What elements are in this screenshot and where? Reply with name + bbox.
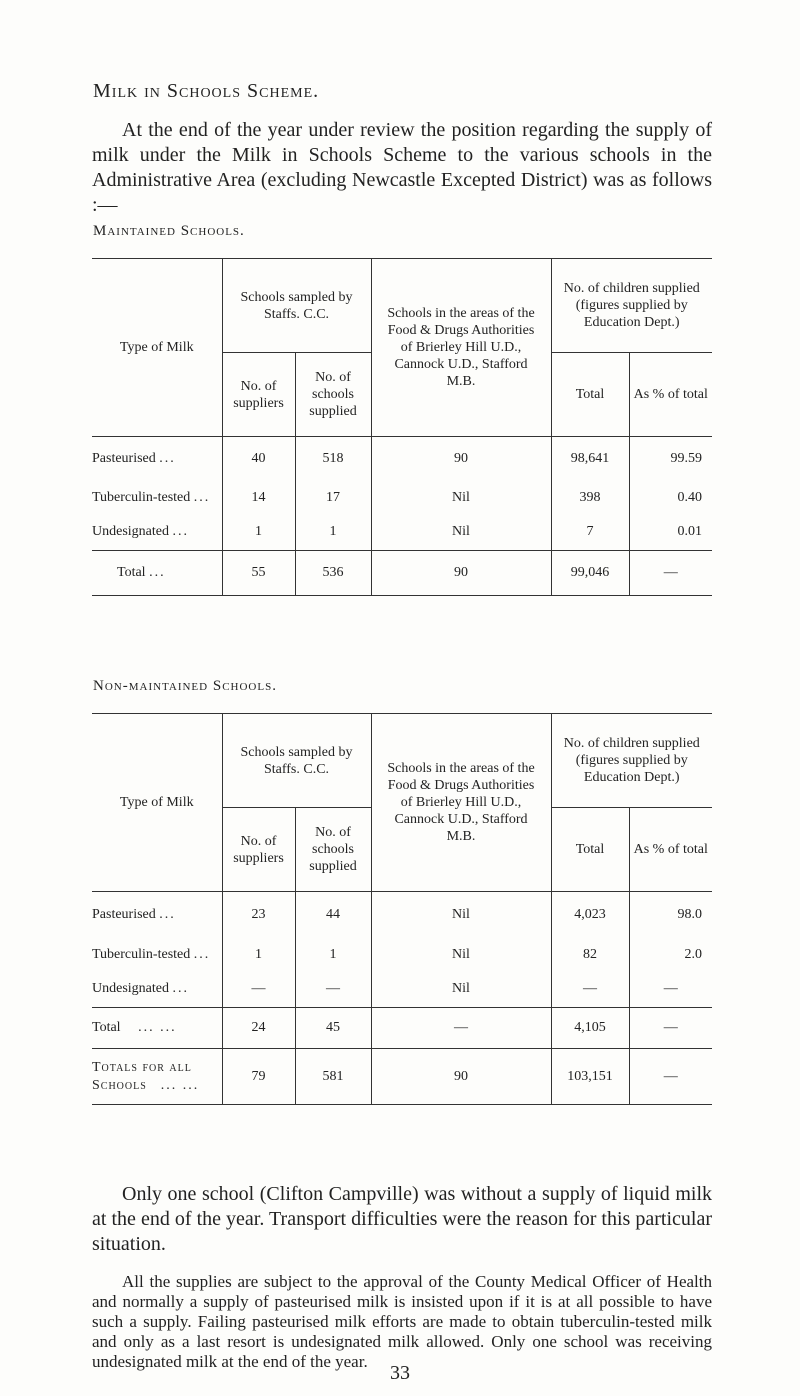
leader-dots: ... [159, 906, 176, 922]
row-suppliers: 79 [222, 1049, 295, 1105]
header-total: Total [551, 353, 629, 437]
header-type-of-milk: Type of Milk [92, 714, 222, 892]
header-schools-sampled: Schools sampled by Staffs. C.C. [222, 714, 371, 808]
row-schools: 1 [295, 515, 371, 551]
header-type-of-milk: Type of Milk [92, 259, 222, 437]
totals-all-schools-row [92, 1049, 712, 1105]
row-type: Tuberculin-tested [92, 946, 191, 962]
page-number: 33 [390, 1362, 410, 1384]
row-authorities: Nil [371, 938, 551, 972]
row-suppliers: 1 [222, 938, 295, 972]
row-percent: — [663, 981, 678, 997]
leader-dots: ... [193, 489, 211, 505]
section-heading: Milk in Schools Scheme. [93, 80, 320, 102]
row-type: Undesignated [92, 981, 169, 997]
maintained-schools-title: Maintained Schools. [93, 223, 245, 239]
row-percent: — [663, 1020, 678, 1035]
header-no-of-suppliers: No. of suppliers [222, 808, 295, 892]
row-suppliers: 40 [222, 437, 295, 481]
table-row [92, 972, 712, 1008]
row-schools: 1 [295, 938, 371, 972]
clifton-paragraph: Only one school (Clifton Campville) was without a supply of liquid milk at the end of the year. Transport difficulties were the reason for this particular situation. [92, 1183, 712, 1255]
row-suppliers: 14 [222, 481, 295, 515]
row-type-line2: Schools [92, 1077, 147, 1093]
total-row [92, 1008, 712, 1049]
row-suppliers: 1 [222, 515, 295, 551]
row-total: 99,046 [551, 551, 629, 596]
row-schools: 518 [295, 437, 371, 481]
row-total: 398 [551, 481, 629, 515]
row-percent: 2.0 [684, 946, 702, 962]
table-row [92, 515, 712, 551]
row-schools: 17 [295, 481, 371, 515]
leader-dots: ... ... [138, 1020, 177, 1035]
row-type: Pasteurised [92, 906, 156, 922]
row-schools: 44 [295, 892, 371, 938]
row-schools: — [295, 972, 371, 1008]
row-authorities: — [371, 1008, 551, 1049]
non-maintained-schools-table [92, 713, 712, 1105]
row-suppliers: — [222, 972, 295, 1008]
header-schools-sampled: Schools sampled by Staffs. C.C. [222, 259, 371, 353]
row-total: — [551, 972, 629, 1008]
leader-dots: ... [159, 450, 176, 466]
row-total: 103,151 [551, 1049, 629, 1105]
row-schools: 45 [295, 1008, 371, 1049]
row-schools: 536 [295, 551, 371, 596]
header-no-of-suppliers: No. of suppliers [222, 353, 295, 437]
row-percent: 0.40 [677, 489, 702, 505]
leader-dots: ... ... [160, 1077, 200, 1093]
row-total: 7 [551, 515, 629, 551]
row-authorities: 90 [371, 551, 551, 596]
non-maintained-schools-title: Non-maintained Schools. [93, 678, 277, 694]
row-percent: 98.0 [677, 906, 702, 922]
intro-paragraph: At the end of the year under review the position regarding the supply of milk under the Milk in Schools Scheme to the various schools in the Administrative Area (excluding Newcastle Excepted District) was as follows :— [92, 119, 712, 216]
header-authorities: Schools in the areas of the Food & Drugs Authorities of Brierley Hill U.D., Cannock U.D., Stafford M.B. [371, 259, 551, 437]
row-type: Undesignated [92, 524, 169, 540]
row-authorities: Nil [371, 515, 551, 551]
row-total: 82 [551, 938, 629, 972]
header-no-of-schools: No. of schools supplied [295, 353, 371, 437]
row-authorities: Nil [371, 972, 551, 1008]
row-type: Pasteurised [92, 450, 156, 466]
row-total: 98,641 [551, 437, 629, 481]
header-authorities: Schools in the areas of the Food & Drugs Authorities of Brierley Hill U.D., Cannock U.D., Stafford M.B. [371, 714, 551, 892]
header-percent: As % of total [629, 353, 712, 437]
row-percent: — [663, 1068, 678, 1084]
row-type: Tuberculin-tested [92, 489, 191, 505]
row-authorities: Nil [371, 892, 551, 938]
total-row [92, 551, 712, 596]
row-suppliers: 23 [222, 892, 295, 938]
row-schools: 581 [295, 1049, 371, 1105]
row-percent: 99.59 [670, 450, 702, 466]
row-type: Total [92, 1020, 121, 1035]
row-type-line1: Totals for all [92, 1059, 192, 1075]
table-row [92, 481, 712, 515]
header-no-of-schools: No. of schools supplied [295, 808, 371, 892]
header-total: Total [551, 808, 629, 892]
row-percent: 0.01 [677, 524, 702, 540]
leader-dots: ... [149, 565, 166, 580]
table-row [92, 892, 712, 938]
row-type: Total [117, 565, 146, 580]
header-percent: As % of total [629, 808, 712, 892]
leader-dots: ... [172, 524, 189, 540]
row-percent: — [663, 565, 678, 580]
header-children-supplied: No. of children supplied (figures supplied by Education Dept.) [563, 736, 700, 785]
table-row [92, 938, 712, 972]
leader-dots: ... [193, 946, 211, 962]
row-total: 4,105 [551, 1008, 629, 1049]
table-row [92, 437, 712, 481]
row-authorities: 90 [371, 437, 551, 481]
maintained-schools-table [92, 258, 712, 596]
row-suppliers: 55 [222, 551, 295, 596]
row-authorities: Nil [371, 481, 551, 515]
header-children-supplied: No. of children supplied (figures supplied by Education Dept.) [563, 281, 700, 330]
row-authorities: 90 [371, 1049, 551, 1105]
approval-paragraph: All the supplies are subject to the approval of the County Medical Officer of Health and normally a supply of pasteurised milk is insisted upon if it is at all possible to have such a supply. Failing pasteurised milk efforts are made to obtain tuberculin-tested milk and only as a last resort is undesignated milk allowed. Only one school was receiving undesignated milk at the end of the year. [92, 1272, 712, 1371]
row-suppliers: 24 [222, 1008, 295, 1049]
row-total: 4,023 [551, 892, 629, 938]
leader-dots: ... [172, 981, 189, 997]
